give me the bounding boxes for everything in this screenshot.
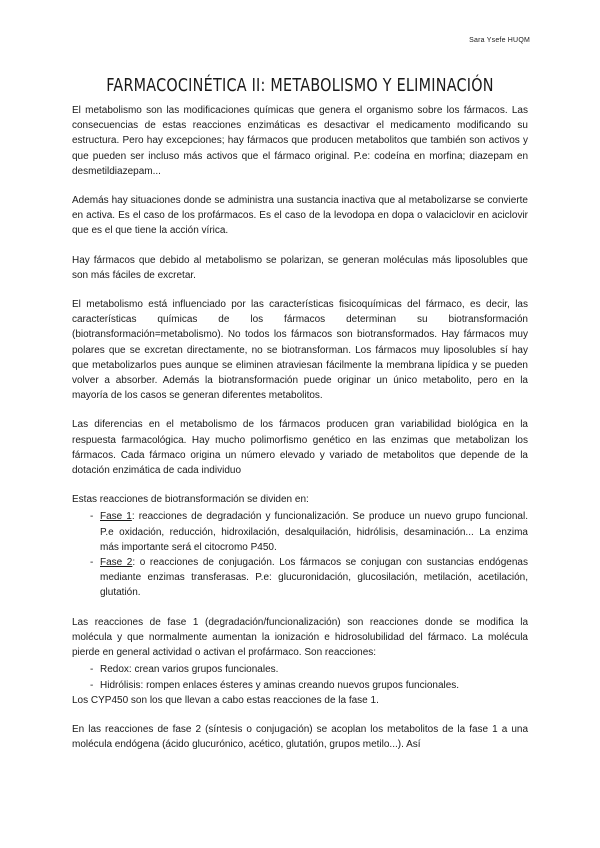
phase-1-text: : reacciones de degradación y funcionalización. Se produce un nuevo grupo funcional. P.e oxidación, reducción, hidroxilación, desalquilación, hidrólisis, desaminación... La enzima más importante será el citocromo P450. xyxy=(100,511,528,553)
page-title: FARMACOCINÉTICA II: METABOLISMO Y ELIMINACIÓN xyxy=(106,76,494,96)
paragraph-prodrugs: Además hay situaciones donde se administra una sustancia inactiva que al metabolizarse se convierte en activa. Es el caso de los profármacos. Es el caso de la levodopa en dopa o valaciclovir en aciclovir que es el que tiene la acción vírica. xyxy=(72,195,528,237)
phase-2-label: Fase 2 xyxy=(100,557,133,569)
list-item-hydrolysis: - Hidrólisis: rompen enlaces ésteres y aminas creando nuevos grupos funcionales. xyxy=(72,678,528,693)
list-item-phase-1 xyxy=(72,509,528,555)
list-item-redox: - Redox: crean varios grupos funcionales. xyxy=(72,662,528,677)
page-header-author: Sara Ysefe HUQM xyxy=(469,37,530,44)
paragraph-cyp450: Los CYP450 son los que llevan a cabo estas reacciones de la fase 1. xyxy=(72,694,379,706)
paragraph-phases-intro: Estas reacciones de biotransformación se dividen en: xyxy=(72,494,309,506)
paragraph-polarization: Hay fármacos que debido al metabolismo se polarizan, se generan moléculas más liposolubles que son más fáciles de excretar. xyxy=(72,254,528,281)
phase-2-text: : o reacciones de conjugación. Los fármacos se conjugan con sustancias endógenas mediante enzimas transferasas. P.e: glucuronidación, glucosilación, metilación, acetilación, glutatión. xyxy=(100,557,528,599)
document-body xyxy=(72,103,528,766)
phases-list xyxy=(72,509,528,600)
paragraph-physicochemical: El metabolismo está influenciado por las características fisicoquímicas del fármaco, es decir, las características químicas de los fármacos determinan su biotransformación (biotransformación=metabolismo). No todos los fármacos son biotransformados. Hay fármacos muy polares que se excretan directamente, no se biotransforman. Los fármacos muy liposolubles sí hay que metabolizarlos pues aunque se eliminen atraviesan fácilmente la membrana lipídica y se pueden volver a absorber. Además la biotransformación puede originar un único metabolito, pero en la mayoría de los casos se generan diferentes metabolitos. xyxy=(72,299,528,402)
paragraph-phase2: En las reacciones de fase 2 (síntesis o conjugación) se acoplan los metabolitos de la fase 1 a una molécula endógena (ácido glucurónico, acético, glutatión, grupos metilo...). Así xyxy=(72,723,528,751)
paragraph-phase1-reactions: Las reacciones de fase 1 (degradación/funcionalización) son reacciones donde se modifica la molécula y que normalmente aumentan la ionización e hidrosolubilidad del fármaco. La molécula pierde en general actividad o activan el profármaco. Son reacciones: xyxy=(72,616,528,659)
phase-1-label: Fase 1 xyxy=(100,511,132,523)
list-item-phase-2 xyxy=(72,555,528,601)
paragraph-metabolism-intro: El metabolismo son las modificaciones químicas que genera el organismo sobre los fármacos. Las consecuencias de estas reacciones enzimáticas es desactivar el medicamento modificando su estructura. Pero hay excepciones; hay fármacos que producen metabolitos que también son activos y que pueden ser incluso más activos que el fármaco original. P.e: codeína en morfina; diazepam en desmetildiazepam... xyxy=(72,105,528,177)
paragraph-variability: Las diferencias en el metabolismo de los fármacos producen gran variabilidad biológica en la respuesta farmacológica. Hay mucho polimorfismo genético en las enzimas que metabolizan los fármacos. Cada fármaco origina un número elevado y variado de metabolitos que depende de la dotación enzimática de cada individuo xyxy=(72,419,528,477)
reactions-list xyxy=(72,662,528,692)
